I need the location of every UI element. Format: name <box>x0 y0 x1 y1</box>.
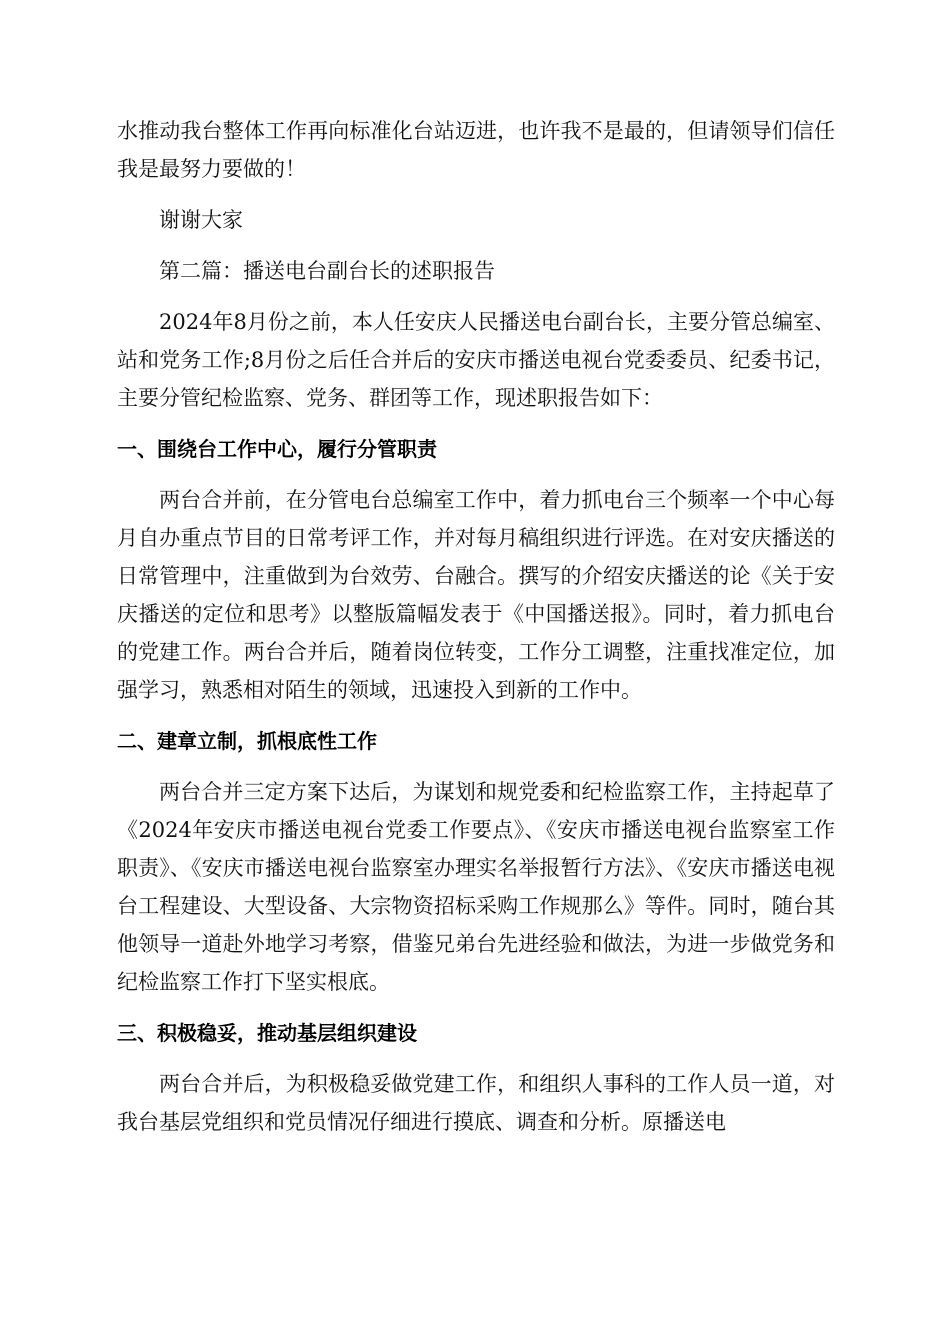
intro-paragraph: 2024年8月份之前，本人任安庆人民播送电台副台长，主要分管总编室、站和党务工作;8月份之后任合并后的安庆市播送电视台党委委员、纪委书记，主要分管纪检监察、党务、群团等工作，现述职报告如下： <box>117 310 835 410</box>
section-body-3: 两台合并后，为积极稳妥做党建工作，和组织人事科的工作人员一道，对我台基层党组织和党员情况仔细进行摸底、调查和分析。原播送电 <box>117 1072 835 1134</box>
section-body-1: 两台合并前，在分管电台总编室工作中，着力抓电台三个频率一个中心每月自办重点节目的日常考评工作，并对每月稿组织进行评选。在对安庆播送的日常管理中，注重做到为台效劳、台融合。撰写的介绍安庆播送的论《关于安庆播送的定位和思考》以整版篇幅发表于《中国播送报》。同时，着力抓电台的党建工作。两台合并后，随着岗位转变，工作分工调整，注重找准定位，加强学习，熟悉相对陌生的领域，迅速投入到新的工作中。 <box>117 488 835 702</box>
section-heading-2: 二、建章立制，抓根底性工作 <box>117 729 377 753</box>
section-heading-3: 三、积极稳妥，推动基层组织建设 <box>117 1021 417 1045</box>
document-body <box>117 112 835 1141</box>
section-body-2: 两台合并三定方案下达后，为谋划和规党委和纪检监察工作，主持起草了《2024年安庆市播送电视台党委工作要点》、《安庆市播送电视台监察室工作职责》、《安庆市播送电视台监察室办理实名举报暂行方法》、《安庆市播送电视台工程建设、大型设备、大宗物资招标采购工作规那么》等件。同时，随台其他领导一道赴外地学习考察，借鉴兄弟台先进经验和做法，为进一步做党务和纪检监察工作打下坚实根底。 <box>117 780 835 994</box>
article-title: 第二篇：播送电台副台长的述职报告 <box>159 259 495 283</box>
continuation-paragraph: 水推动我台整体工作再向标准化台站迈进，也许我不是最的，但请领导们信任我是最努力要做的！ <box>117 119 835 181</box>
thanks-line: 谢谢大家 <box>159 208 243 232</box>
section-heading-1: 一、围绕台工作中心，履行分管职责 <box>117 437 437 461</box>
